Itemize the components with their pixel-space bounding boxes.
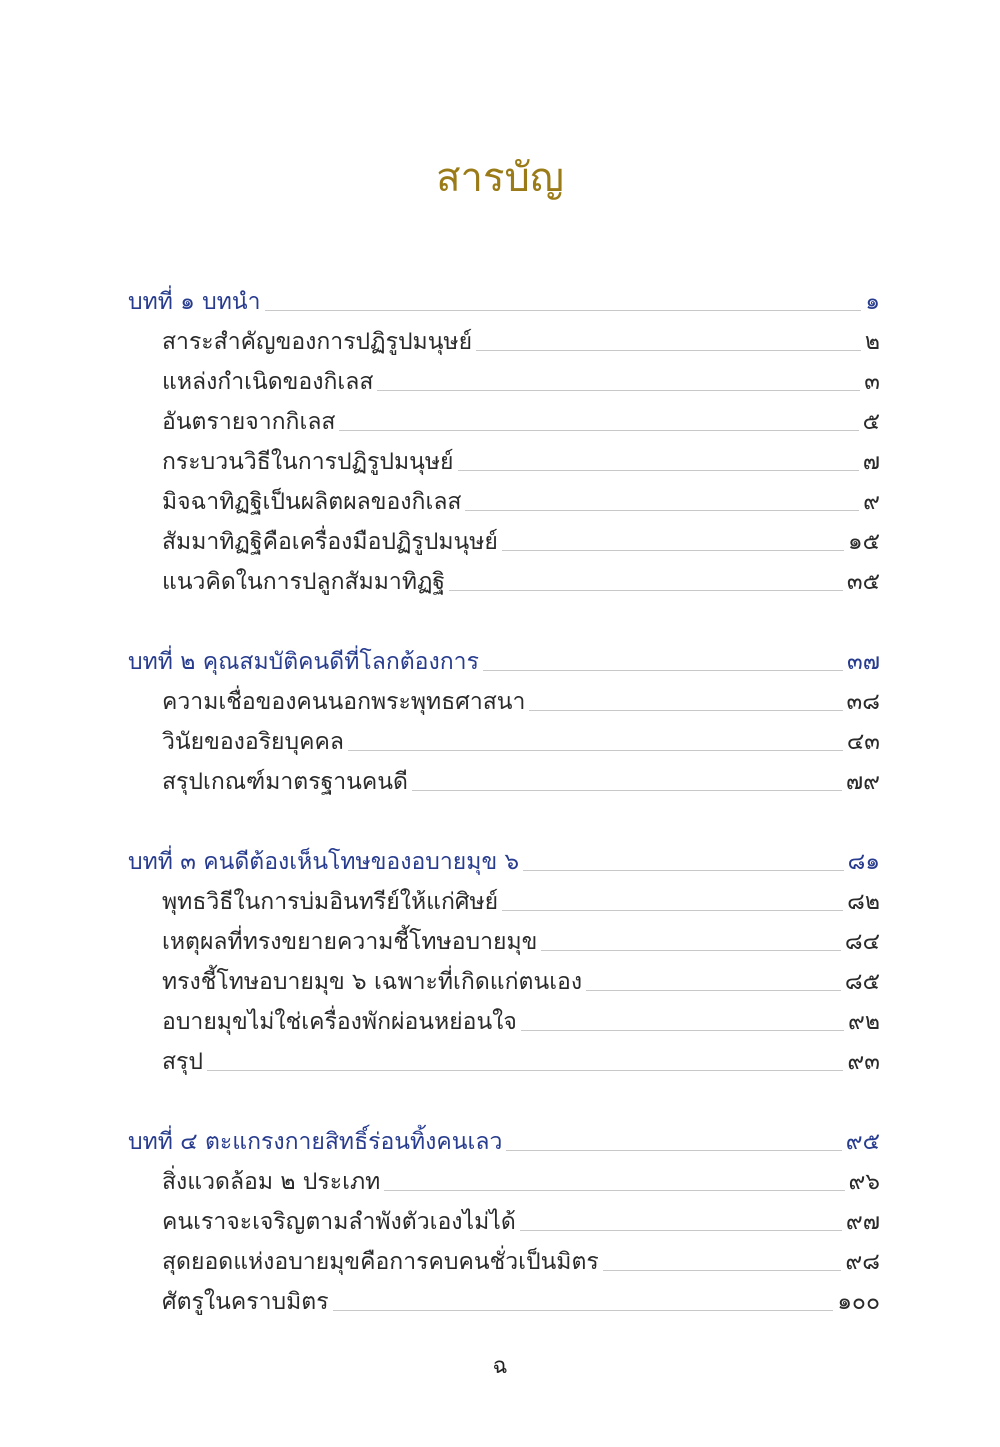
chapter-heading-page-number: ๘๑ [847, 849, 880, 875]
chapter-heading-label: บทที่ ๑ บทนำ [128, 289, 261, 315]
chapter-heading-page-number: ๙๕ [845, 1129, 880, 1155]
chapter-block [128, 640, 880, 800]
leader-line [333, 1310, 834, 1311]
leader-line [521, 1030, 844, 1031]
leader-line [339, 430, 858, 431]
section-entry[interactable] [128, 880, 880, 920]
section-entry-label: สาระสำคัญของการปฏิรูปมนุษย์ [162, 329, 473, 355]
section-entry-page-number: ๘๕ [844, 969, 880, 995]
section-entry-label: มิจฉาทิฏฐิเป็นผลิตผลของกิเลส [162, 489, 462, 515]
section-entry[interactable] [128, 1280, 880, 1320]
leader-line [377, 390, 860, 391]
section-entry-page-number: ๙๘ [845, 1249, 880, 1275]
section-entry[interactable] [128, 1200, 880, 1240]
section-entry-page-number: ๙๖ [848, 1169, 880, 1195]
leader-line [520, 1230, 842, 1231]
section-entry[interactable] [128, 920, 880, 960]
section-entry-page-number: ๘๔ [844, 929, 880, 955]
leader-line [541, 950, 840, 951]
section-entry-page-number: ๓ [864, 369, 880, 395]
section-entry[interactable] [128, 440, 880, 480]
chapter-block [128, 840, 880, 1080]
section-entry-label: พุทธวิธีในการบ่มอินทรีย์ให้แก่ศิษย์ [162, 889, 499, 915]
section-entry-label: ความเชื่อของคนนอกพระพุทธศาสนา [162, 689, 526, 715]
section-entry[interactable] [128, 1160, 880, 1200]
section-entry-page-number: ๙ [863, 489, 880, 515]
section-entry[interactable] [128, 560, 880, 600]
leader-line [502, 550, 844, 551]
table-of-contents [128, 280, 880, 1360]
leader-line [523, 870, 844, 871]
section-entry-label: สรุปเกณฑ์มาตรฐานคนดี [162, 769, 408, 795]
section-entry[interactable] [128, 680, 880, 720]
section-entry[interactable] [128, 400, 880, 440]
leader-line [449, 590, 843, 591]
section-entry[interactable] [128, 720, 880, 760]
chapter-heading[interactable] [128, 1120, 880, 1160]
leader-line [603, 1270, 842, 1271]
chapter-heading[interactable] [128, 640, 880, 680]
section-entry-page-number: ๒ [864, 329, 880, 355]
section-entry-page-number: ๔๓ [846, 729, 880, 755]
section-entry[interactable] [128, 320, 880, 360]
section-entry[interactable] [128, 1000, 880, 1040]
section-entry-label: วินัยของอริยบุคคล [162, 729, 344, 755]
section-entry-label: อันตรายจากกิเลส [162, 409, 336, 435]
section-entry[interactable] [128, 1040, 880, 1080]
section-entry-label: สิ่งแวดล้อม ๒ ประเภท [162, 1169, 381, 1195]
section-entry-page-number: ๗๙ [845, 769, 880, 795]
section-entry-label: ศัตรูในคราบมิตร [162, 1289, 329, 1315]
chapter-block [128, 1120, 880, 1320]
section-entry[interactable] [128, 1240, 880, 1280]
section-entry-page-number: ๓๕ [846, 569, 880, 595]
section-entry[interactable] [128, 480, 880, 520]
section-entry[interactable] [128, 960, 880, 1000]
page-number: ฉ [492, 1354, 508, 1379]
section-entry-label: แหล่งกำเนิดของกิเลส [162, 369, 374, 395]
leader-line [506, 1150, 841, 1151]
chapter-heading-label: บทที่ ๒ คุณสมบัติคนดีที่โลกต้องการ [128, 649, 479, 675]
section-entry-label: อบายมุขไม่ใช่เครื่องพักผ่อนหย่อนใจ [162, 1009, 517, 1035]
leader-line [529, 710, 842, 711]
chapter-heading-label: บทที่ ๓ คนดีต้องเห็นโทษของอบายมุข ๖ [128, 849, 520, 875]
leader-line [384, 1190, 844, 1191]
section-entry-page-number: ๕ [862, 409, 880, 435]
chapter-heading[interactable] [128, 280, 880, 320]
chapter-heading-label: บทที่ ๔ ตะแกรงกายสิทธิ์ร่อนทิ้งคนเลว [128, 1129, 503, 1155]
chapter-heading[interactable] [128, 840, 880, 880]
section-entry-label: เหตุผลที่ทรงขยายความชี้โทษอบายมุข [162, 929, 538, 955]
section-entry-label: ทรงชี้โทษอบายมุข ๖ เฉพาะที่เกิดแก่ตนเอง [162, 969, 583, 995]
section-entry-page-number: ๘๒ [847, 889, 880, 915]
leader-line [412, 790, 842, 791]
leader-line [348, 750, 843, 751]
section-entry[interactable] [128, 760, 880, 800]
section-entry-page-number: ๑๕ [847, 529, 880, 555]
leader-line [465, 510, 859, 511]
leader-line [265, 310, 862, 311]
section-entry-page-number: ๙๓ [847, 1049, 880, 1075]
section-entry-label: คนเราจะเจริญตามลำพังตัวเองไม่ได้ [162, 1209, 516, 1235]
section-entry-label: สุดยอดแห่งอบายมุขคือการคบคนชั่วเป็นมิตร [162, 1249, 599, 1275]
section-entry[interactable] [128, 360, 880, 400]
leader-line [207, 1070, 843, 1071]
section-entry-page-number: ๙๒ [847, 1009, 880, 1035]
section-entry-page-number: ๗ [862, 449, 880, 475]
section-entry-label: สัมมาทิฏฐิคือเครื่องมือปฏิรูปมนุษย์ [162, 529, 498, 555]
page-title: สารบัญ [436, 155, 564, 201]
section-entry-label: สรุป [162, 1049, 203, 1075]
leader-line [483, 670, 843, 671]
section-entry-label: แนวคิดในการปลูกสัมมาทิฏฐิ [162, 569, 446, 595]
chapter-heading-page-number: ๑ [865, 289, 880, 315]
section-entry-page-number: ๑๐๐ [837, 1289, 880, 1315]
leader-line [476, 350, 861, 351]
leader-line [502, 910, 843, 911]
chapter-heading-page-number: ๓๗ [846, 649, 880, 675]
section-entry-label: กระบวนวิธีในการปฏิรูปมนุษย์ [162, 449, 454, 475]
section-entry[interactable] [128, 520, 880, 560]
chapter-block [128, 280, 880, 600]
leader-line [586, 990, 841, 991]
section-entry-page-number: ๓๘ [846, 689, 880, 715]
leader-line [458, 470, 859, 471]
section-entry-page-number: ๙๗ [845, 1209, 880, 1235]
